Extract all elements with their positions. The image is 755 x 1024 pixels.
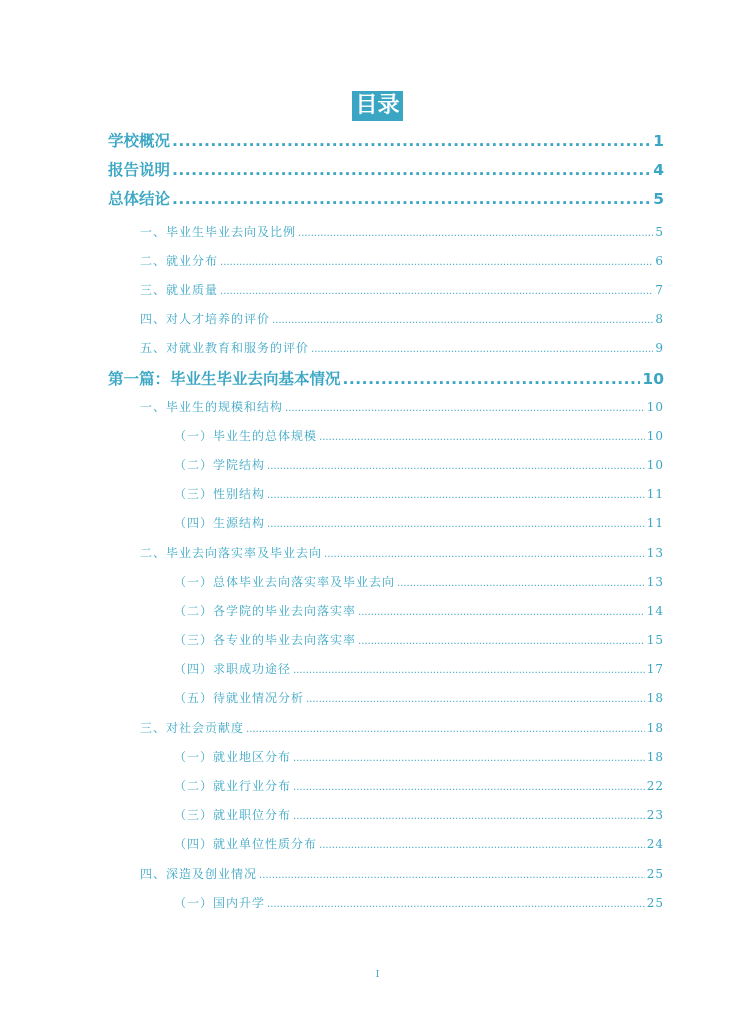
toc-dot-leader: [311, 341, 653, 355]
toc-entry-page: 25: [646, 867, 664, 881]
toc-dot-leader: [172, 161, 651, 179]
toc-entry[interactable]: [174, 835, 664, 852]
toc-entry-page: 14: [646, 604, 664, 618]
toc-entry-page: 18: [646, 750, 664, 764]
toc-entry[interactable]: [174, 573, 664, 590]
toc-entry-label: 三、就业质量: [140, 283, 219, 297]
toc-dot-leader: [267, 458, 645, 472]
toc-entry-page: 23: [646, 808, 664, 822]
toc-entry[interactable]: [174, 894, 664, 911]
toc-dot-leader: [285, 400, 645, 414]
toc-entry-page: 15: [646, 633, 664, 647]
toc-dot-leader: [324, 546, 645, 560]
toc-dot-leader: [293, 808, 645, 822]
toc-entry-label: （四）生源结构: [174, 516, 266, 530]
toc-entry-label: 学校概况: [108, 132, 171, 150]
toc-dot-leader: [259, 867, 645, 881]
toc-entry[interactable]: [140, 223, 664, 240]
toc-entry-page: 6: [655, 254, 664, 268]
toc-entry-page: 13: [646, 546, 664, 560]
toc-entry[interactable]: [140, 252, 664, 269]
toc-entry-label: （一）毕业生的总体规模: [174, 429, 318, 443]
toc-entry-label: （二）就业行业分布: [174, 779, 292, 793]
toc-entry-page: 18: [646, 721, 664, 735]
toc-entry[interactable]: [174, 514, 664, 531]
toc-entry[interactable]: [174, 602, 664, 619]
toc-title-wrap: [0, 91, 755, 121]
toc-dot-leader: [172, 132, 651, 150]
toc-entry-label: （三）各专业的毕业去向落实率: [174, 633, 357, 647]
toc-dot-leader: [246, 721, 645, 735]
toc-entry-label: （一）就业地区分布: [174, 750, 292, 764]
toc-entry-page: 11: [646, 487, 664, 501]
toc-entry-label: 一、毕业生的规模和结构: [140, 400, 284, 414]
toc-dot-leader: [343, 370, 641, 388]
toc-title: 目录: [352, 91, 402, 121]
toc-dot-leader: [272, 312, 653, 326]
toc-entry[interactable]: [174, 427, 664, 444]
toc-entry[interactable]: [174, 689, 664, 706]
toc-entry-label: 一、毕业生毕业去向及比例: [140, 225, 297, 239]
toc-dot-leader: [267, 487, 645, 501]
toc-entry-page: 4: [653, 161, 664, 179]
toc-entry[interactable]: [174, 777, 664, 794]
toc-entry[interactable]: [108, 158, 664, 180]
toc-entry-page: 9: [655, 341, 664, 355]
toc-dot-leader: [267, 516, 645, 530]
toc-dot-leader: [319, 429, 645, 443]
toc-entry-page: 1: [653, 132, 664, 150]
toc-entry-page: 10: [642, 370, 664, 388]
toc-entry[interactable]: [108, 129, 664, 151]
toc-entry-page: 10: [646, 429, 664, 443]
page-footer-number: I: [375, 970, 380, 980]
toc-entry-page: 10: [646, 458, 664, 472]
toc-entry[interactable]: [174, 631, 664, 648]
toc-entry-page: 5: [655, 225, 664, 239]
toc-entry[interactable]: [140, 719, 664, 736]
toc-entry-label: （二）各学院的毕业去向落实率: [174, 604, 357, 618]
toc-entry[interactable]: [174, 748, 664, 765]
toc-entry[interactable]: [140, 339, 664, 356]
toc-entry-label: 第一篇：毕业生毕业去向基本情况: [108, 370, 341, 388]
toc-entry-label: 四、深造及创业情况: [140, 867, 258, 881]
toc-dot-leader: [293, 779, 645, 793]
toc-entry-label: （一）总体毕业去向落实率及毕业去向: [174, 575, 396, 589]
toc-entry-label: （三）就业职位分布: [174, 808, 292, 822]
toc-entry-label: （四）就业单位性质分布: [174, 837, 318, 851]
toc-dot-leader: [293, 750, 645, 764]
toc-entry[interactable]: [140, 281, 664, 298]
toc-entry-page: 13: [646, 575, 664, 589]
toc-entry-page: 10: [646, 400, 664, 414]
toc-entry[interactable]: [174, 456, 664, 473]
toc-dot-leader: [293, 662, 645, 676]
toc-entry-page: 17: [646, 662, 664, 676]
toc-entry-label: （四）求职成功途径: [174, 662, 292, 676]
toc-dot-leader: [358, 604, 645, 618]
toc-entry-label: （二）学院结构: [174, 458, 266, 472]
toc-entry-label: 四、对人才培养的评价: [140, 312, 271, 326]
toc-entry-label: 五、对就业教育和服务的评价: [140, 341, 310, 355]
toc-entry-page: 18: [646, 691, 664, 705]
toc-entry[interactable]: [140, 310, 664, 327]
toc-entry[interactable]: [140, 398, 664, 415]
toc-dot-leader: [306, 691, 645, 705]
toc-entry-page: 11: [646, 516, 664, 530]
toc-dot-leader: [319, 837, 645, 851]
toc-entry[interactable]: [174, 806, 664, 823]
toc-entry-page: 22: [646, 779, 664, 793]
toc-entry-label: （三）性别结构: [174, 487, 266, 501]
toc-entry-label: （一）国内升学: [174, 896, 266, 910]
toc-entry-label: 二、毕业去向落实率及毕业去向: [140, 546, 323, 560]
toc-entry-page: 24: [646, 837, 664, 851]
toc-entry-page: 8: [655, 312, 664, 326]
toc-entry-label: 报告说明: [108, 161, 171, 179]
toc-dot-leader: [397, 575, 645, 589]
toc-entry[interactable]: [140, 865, 664, 882]
toc-entry[interactable]: [174, 485, 664, 502]
toc-entry-page: 7: [655, 283, 664, 297]
toc-entry-label: （五）待就业情况分析: [174, 691, 305, 705]
toc-entry-label: 三、对社会贡献度: [140, 721, 245, 735]
toc-entry-page: 25: [646, 896, 664, 910]
toc-entry-label: 二、就业分布: [140, 254, 219, 268]
toc-entry[interactable]: [108, 187, 664, 209]
toc-dot-leader: [220, 254, 653, 268]
toc-entry[interactable]: [174, 660, 664, 677]
toc-dot-leader: [298, 225, 653, 239]
toc-dot-leader: [267, 896, 645, 910]
toc-dot-leader: [358, 633, 645, 647]
toc-dot-leader: [172, 190, 651, 208]
toc-entry-label: 总体结论: [108, 190, 171, 208]
toc-entry-page: 5: [653, 190, 664, 208]
toc-dot-leader: [220, 283, 653, 297]
toc-entry[interactable]: [140, 544, 664, 561]
toc-entry[interactable]: [108, 367, 664, 389]
